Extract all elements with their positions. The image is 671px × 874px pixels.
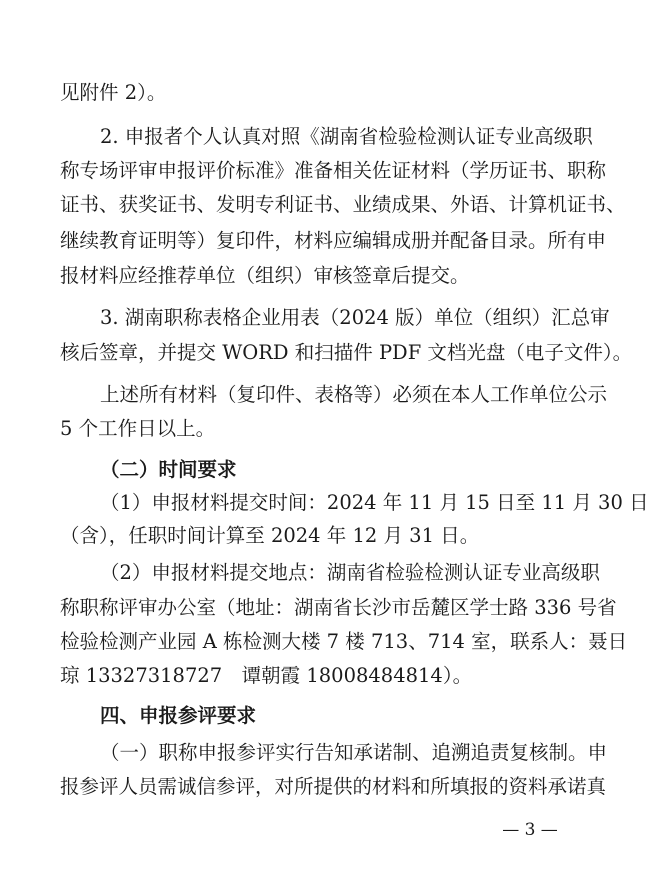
- text-line: 报材料应经推荐单位（组织）审核签章后提交。: [60, 264, 470, 287]
- text-line: 琼 13327318727 谭朝霞 18008484814）。: [60, 664, 473, 687]
- text-line: 2. 申报者个人认真对照《湖南省检验检测认证专业高级职: [100, 125, 593, 148]
- text-line: 继续教育证明等）复印件，材料应编辑成册并配备目录。所有申: [60, 229, 607, 252]
- text-line: （1）申报材料提交时间：2024 年 11 月 15 日至 11 月 30 日: [100, 491, 649, 514]
- text-line: （一）职称申报参评实行告知承诺制、追溯追责复核制。申: [100, 741, 608, 764]
- text-line: 3. 湖南职称表格企业用表（2024 版）单位（组织）汇总审: [100, 306, 610, 329]
- text-line: （含），任职时间计算至 2024 年 12 月 31 日。: [60, 524, 480, 547]
- text-line: 5 个工作日以上。: [60, 417, 216, 440]
- text-line: 核后签章，并提交 WORD 和扫描件 PDF 文档光盘（电子文件）。: [60, 341, 633, 364]
- text-line: （2）申报材料提交地点：湖南省检验检测认证专业高级职: [100, 561, 600, 584]
- text-line: 证书、获奖证书、发明专利证书、业绩成果、外语、计算机证书、: [60, 193, 626, 216]
- text-line: 报参评人员需诚信参评，对所提供的材料和所填报的资料承诺真: [60, 775, 607, 798]
- section-heading: （二）时间要求: [100, 458, 237, 481]
- text-line: 称职称评审办公室（地址：湖南省长沙市岳麓区学士路 336 号省: [60, 596, 617, 619]
- page-number: — 3 —: [502, 820, 558, 840]
- text-line: 称专场评审申报评价标准》准备相关佐证材料（学历证书、职称: [60, 159, 607, 182]
- section-heading: 四、申报参评要求: [100, 704, 257, 727]
- text-line: 上述所有材料（复印件、表格等）必须在本人工作单位公示: [100, 383, 608, 406]
- text-line: 检验检测产业园 A 栋检测大楼 7 楼 713、714 室，联系人：聂日: [60, 630, 628, 653]
- text-line: 见附件 2）。: [60, 81, 167, 104]
